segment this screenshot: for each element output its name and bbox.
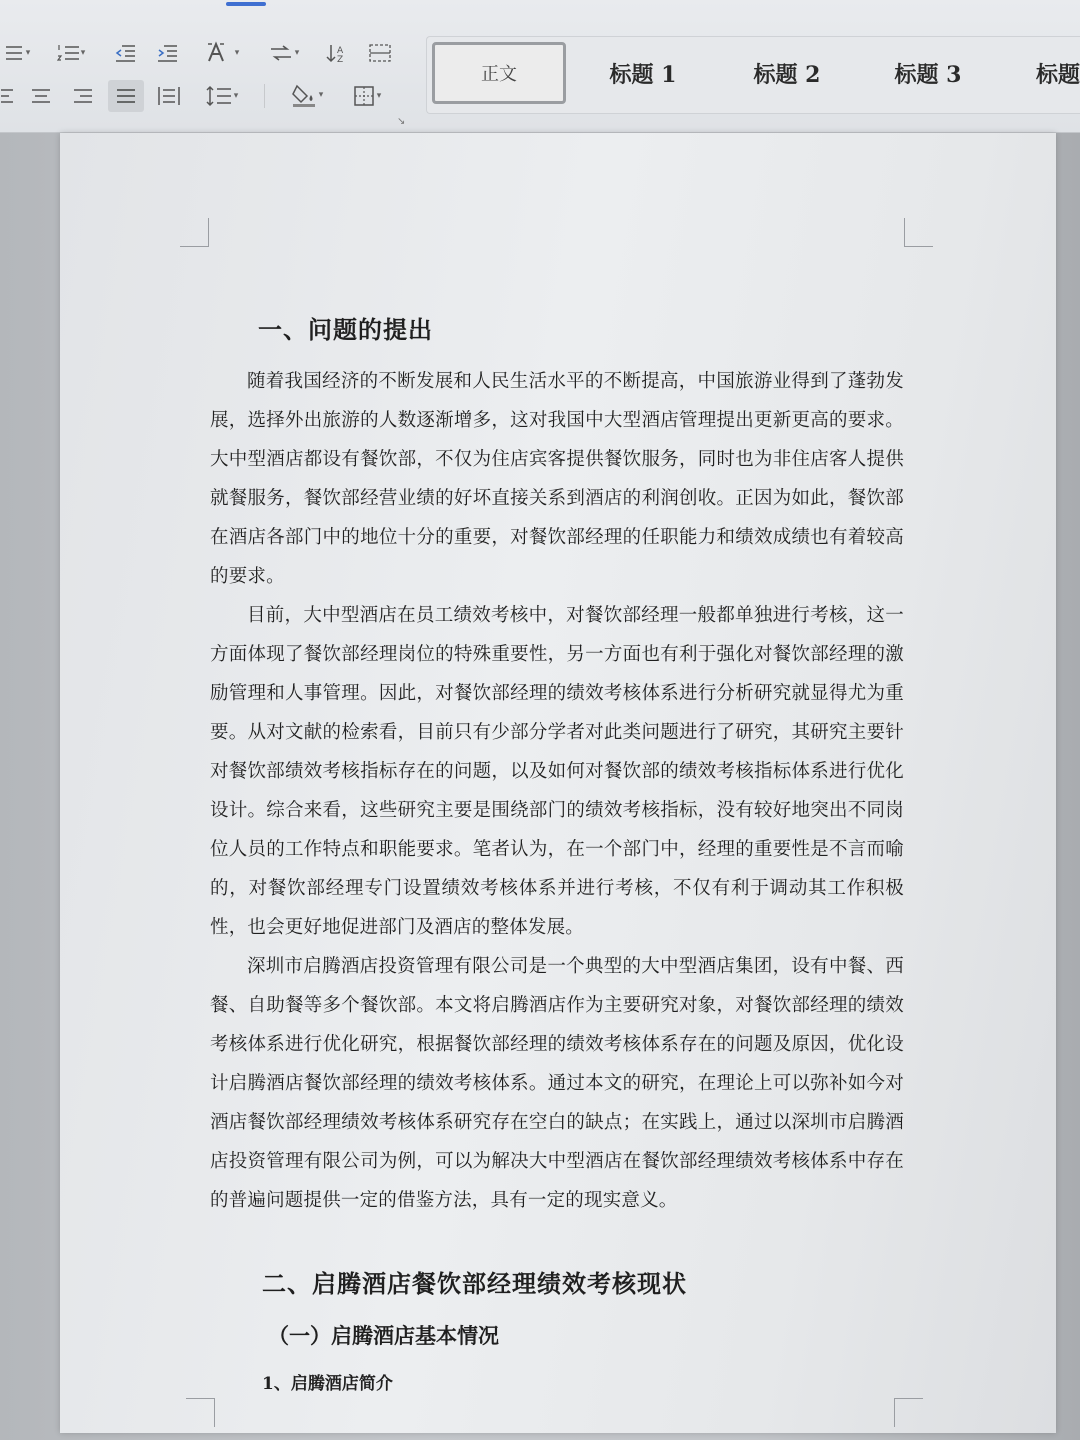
sort-button[interactable] bbox=[322, 40, 354, 66]
paint-bucket-icon bbox=[291, 83, 317, 107]
text-direction-button[interactable]: ▾ bbox=[262, 40, 306, 66]
change-case-icon bbox=[205, 41, 233, 65]
style-heading-1[interactable]: 标题 1 bbox=[609, 61, 677, 88]
style-heading-3[interactable]: 标题 3 bbox=[894, 61, 962, 88]
margin-corner-mark bbox=[180, 218, 209, 247]
justify-icon bbox=[116, 87, 136, 105]
subsubsection-heading: 1、启腾酒店简介 bbox=[262, 1374, 393, 1394]
margin-corner-mark bbox=[904, 218, 933, 247]
shading-button[interactable]: ▾ bbox=[282, 80, 332, 110]
bullet-list-button[interactable]: ▾ bbox=[0, 40, 34, 66]
text-direction-icon bbox=[269, 44, 293, 62]
numbered-list-icon bbox=[57, 44, 79, 62]
bullet-list-icon bbox=[4, 44, 24, 62]
subsection-heading: （一）启腾酒店基本情况 bbox=[268, 1323, 499, 1348]
paragraph-2: 目前，大中型酒店在员工绩效考核中，对餐饮部经理一般都单独进行考核，这一方面体现了餐饮部经理岗位的特殊重要性，另一方面也有利于强化对餐饮部经理的激励管理和人事管理。因此，对餐饮部经理的绩效考核体系进行分析研究就显得尤为重要。从对文献的检索看，目前只有少部分学者对此类问题进行了研究，其研究主要针对餐饮部绩效考核指标存在的问题，以及如何对餐饮部的绩效考核指标体系进行优化设计。综合来看，这些研究主要是围绕部门的绩效考核指标，没有较好地突出不同岗位人员的工作特点和职能要求。笔者认为，在一个部门中，经理的重要性是不言而喻的，对餐饮部经理专门设置绩效考核体系并进行考核，不仅有利于调动其工作积极性，也会更好地促进部门及酒店的整体发展。 bbox=[210, 605, 904, 938]
ribbon-toolbar bbox=[0, 0, 1080, 133]
style-normal[interactable]: 正文 bbox=[432, 42, 566, 104]
paragraph-settings-launcher-icon[interactable]: ↘ bbox=[397, 116, 406, 127]
svg-text:Z: Z bbox=[337, 55, 344, 63]
paragraph-1: 随着我国经济的不断发展和人民生活水平的不断提高，中国旅游业得到了蓬勃发展，选择外出旅游的人数逐渐增多，这对我国中大型酒店管理提出更新更高的要求。大中型酒店都设有餐饮部，不仅为住店宾客提供餐饮服务，同时也为非住店客人提供就餐服务，餐饮部经营业绩的好坏直接关系到酒店的利润创收。正因为如此，餐饮部在酒店各部门中的地位十分的重要，对餐饮部经理的任职能力和绩效成绩也有着较高的要求。 bbox=[210, 371, 904, 587]
margin-corner-mark bbox=[894, 1398, 923, 1427]
active-tab-indicator bbox=[226, 2, 266, 6]
align-left-button[interactable] bbox=[0, 82, 14, 110]
align-center-button[interactable] bbox=[26, 82, 56, 110]
justify-button[interactable] bbox=[108, 80, 144, 112]
distributed-align-icon bbox=[158, 86, 180, 106]
margin-corner-mark bbox=[186, 1398, 215, 1427]
toolbar-separator bbox=[264, 84, 265, 108]
paragraph-3: 深圳市启腾酒店投资管理有限公司是一个典型的大中型酒店集团，设有中餐、西餐、自助餐等多个餐饮部。本文将启腾酒店作为主要研究对象，对餐饮部经理的绩效考核体系进行优化研究，根据餐饮部经理的绩效考核体系存在的问题及原因，优化设计启腾酒店餐饮部经理的绩效考核体系。通过本文的研究，在理论上可以弥补如今对酒店餐饮部经理绩效考核体系研究存在空白的缺点；在实践上，通过以深圳市启腾酒店投资管理有限公司为例，可以为解决大中型酒店在餐饮部经理绩效考核体系中存在的普遍问题提供一定的借鉴方法，具有一定的现实意义。 bbox=[210, 956, 904, 1211]
align-left-icon bbox=[1, 87, 13, 105]
align-right-icon bbox=[73, 87, 93, 105]
section-heading-1: 一、问题的提出 bbox=[258, 315, 433, 344]
line-spacing-button[interactable]: ▾ bbox=[196, 82, 248, 110]
borders-button[interactable]: ▾ bbox=[342, 82, 392, 110]
increase-indent-button[interactable] bbox=[152, 40, 182, 66]
align-right-button[interactable] bbox=[68, 82, 98, 110]
show-marks-icon bbox=[368, 43, 392, 63]
style-heading-2[interactable]: 标题 2 bbox=[753, 61, 821, 88]
decrease-indent-icon bbox=[114, 44, 136, 62]
change-case-button[interactable]: ▾ bbox=[198, 38, 246, 68]
decrease-indent-button[interactable] bbox=[110, 40, 140, 66]
svg-text:A: A bbox=[337, 46, 344, 56]
align-center-icon bbox=[31, 87, 51, 105]
numbered-list-button[interactable]: ▾ bbox=[48, 40, 94, 66]
distributed-align-button[interactable] bbox=[152, 82, 186, 110]
line-spacing-icon bbox=[206, 85, 232, 107]
borders-icon bbox=[353, 85, 375, 107]
sort-icon bbox=[326, 43, 350, 63]
increase-indent-icon bbox=[156, 44, 178, 62]
document-body[interactable] bbox=[210, 362, 904, 1220]
style-heading-4[interactable]: 标题 bbox=[1036, 61, 1080, 88]
show-marks-button[interactable] bbox=[364, 40, 396, 66]
section-heading-2: 二、启腾酒店餐饮部经理绩效考核现状 bbox=[262, 1269, 687, 1298]
